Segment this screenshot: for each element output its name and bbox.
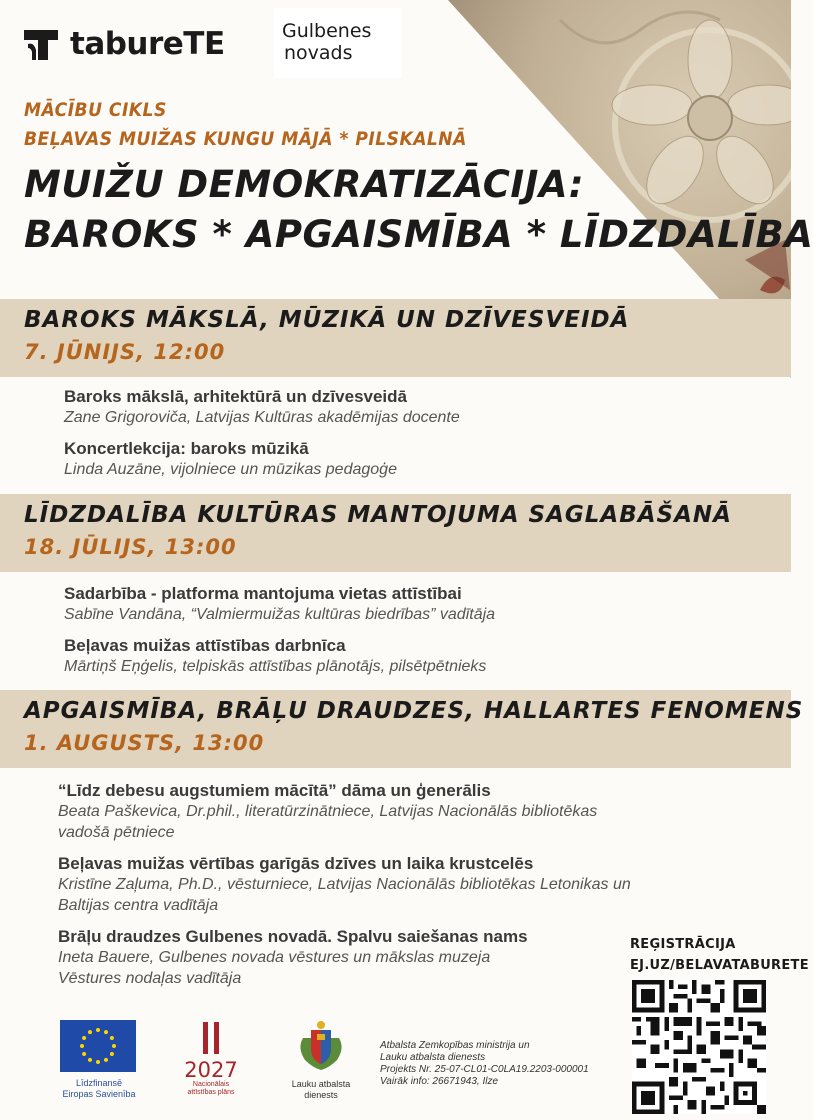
project-number: Projekts Nr. 25-07-CL01-C0LA19.2203-000001 <box>380 1064 589 1075</box>
registration-url[interactable]: EJ.UZ/BELAVATABURETE <box>630 958 809 973</box>
gulbene-logo <box>274 8 402 78</box>
talk-speaker: Kristīne Zaļuma, Ph.D., vēsturniece, Latvijas Nacionālās bibliotēkas Letonikas un <box>58 876 631 893</box>
session-header <box>0 494 791 572</box>
talk-title: Baroks mākslā, arhitektūrā un dzīvesveidā <box>64 387 407 406</box>
session-header <box>0 690 804 768</box>
registration-info <box>630 934 809 976</box>
tabure-logo-text: tabureTE <box>70 26 225 62</box>
nap-mark-icon <box>196 1020 226 1054</box>
contact-info: Vairāk info: 26671943, Ilze <box>380 1076 499 1087</box>
registration-label: REĢISTRĀCIJA <box>630 937 736 952</box>
nap-caption-line2: attīstības plāns <box>187 1089 235 1096</box>
session-header <box>0 299 791 377</box>
talk-speaker-cont: vadošā pētniece <box>58 824 175 841</box>
talk-title: Brāļu draudzes Gulbenes novadā. Spalvu saiešanas nams <box>58 927 528 946</box>
talk-item <box>64 438 397 480</box>
support-line2: Lauku atbalsta dienests <box>380 1052 486 1063</box>
talk-speaker: Sabīne Vandāna, “Valmiermuižas kultūras biedrības” vadītāja <box>64 606 496 623</box>
talk-item <box>58 780 597 843</box>
talk-title: Sadarbība - platforma mantojuma vietas attīstībai <box>64 584 462 603</box>
support-info <box>380 1040 630 1088</box>
session-date: 7. JŪNIJS, 12:00 <box>24 340 226 364</box>
talk-title: “Līdz debesu augstumiem mācītā” dāma un ģenerālis <box>58 781 491 800</box>
nap-logo <box>178 1020 244 1097</box>
talk-title: Beļavas muižas attīstības darbnīca <box>64 636 346 655</box>
subheading <box>24 96 467 154</box>
lad-caption-line2: dienests <box>304 1090 338 1100</box>
eu-cofunding-logo <box>60 1020 138 1100</box>
talk-item <box>64 635 486 677</box>
talk-item <box>58 926 528 989</box>
talk-item <box>58 853 631 916</box>
session-title: APGAISMĪBA, BRĀĻU DRAUDZES, HALLARTES FENOMENS <box>24 698 804 724</box>
talk-speaker-cont: Baltijas centra vadītāja <box>58 897 219 914</box>
qr-code[interactable] <box>632 980 766 1114</box>
lad-caption-line1: Lauku atbalsta <box>291 1079 351 1089</box>
subheading-line2: BEĻAVAS MUIŽAS KUNGU MĀJĀ * PILSKALNĀ <box>24 128 467 150</box>
talk-speaker: Linda Auzāne, vijolniece un mūzikas pedagoģe <box>64 461 397 478</box>
gulbene-logo-line1: Gulbenes <box>282 20 372 42</box>
talk-title: Beļavas muižas vērtības garīgās dzīves un laika krustcelēs <box>58 854 534 873</box>
session-title: LĪDZDALĪBA KULTŪRAS MANTOJUMA SAGLABĀŠANĀ <box>24 502 732 528</box>
subheading-line1: MĀCĪBU CIKLS <box>24 99 167 121</box>
tabure-logo-mark-icon <box>22 26 60 62</box>
page-title-line1: MUIŽU DEMOKRATIZĀCIJA: <box>24 163 585 206</box>
gulbene-logo-line2: novads <box>284 42 353 64</box>
coat-of-arms-icon <box>295 1020 347 1070</box>
eu-caption-line1: Līdzfinansē <box>75 1078 123 1088</box>
nap-caption-line1: Nacionālais <box>192 1081 230 1088</box>
session-date: 18. JŪLIJS, 13:00 <box>24 535 237 559</box>
support-line1: Atbalsta Zemkopības ministrija un <box>380 1040 530 1051</box>
talk-speaker: Beata Paškevica, Dr.phil., literatūrzinātniece, Latvijas Nacionālās bibliotēkas <box>58 803 598 820</box>
nap-year: 2027 <box>184 1058 238 1082</box>
eu-flag-icon <box>60 1020 136 1072</box>
talk-speaker-cont: Vēstures nodaļas vadītāja <box>58 970 242 987</box>
page-title <box>24 160 813 260</box>
talk-speaker: Zane Grigoroviča, Latvijas Kultūras akadēmijas docente <box>64 409 460 426</box>
session-date: 1. AUGUSTS, 13:00 <box>24 731 265 755</box>
talk-item <box>64 583 495 625</box>
talk-speaker: Mārtiņš Eņģelis, telpiskās attīstības plānotājs, pilsētpētnieks <box>64 658 487 675</box>
talk-title: Koncertlekcija: baroks mūzikā <box>64 439 309 458</box>
page-title-line2: BAROKS * APGAISMĪBA * LĪDZDALĪBA <box>24 213 813 256</box>
lad-logo <box>282 1020 360 1101</box>
eu-caption-line2: Eiropas Savienība <box>62 1089 136 1099</box>
session-title: BAROKS MĀKSLĀ, MŪZIKĀ UN DZĪVESVEIDĀ <box>24 307 630 333</box>
talk-speaker: Ineta Bauere, Gulbenes novada vēstures un mākslas muzeja <box>58 949 491 966</box>
talk-item <box>64 386 460 428</box>
tabure-logo <box>22 22 225 66</box>
